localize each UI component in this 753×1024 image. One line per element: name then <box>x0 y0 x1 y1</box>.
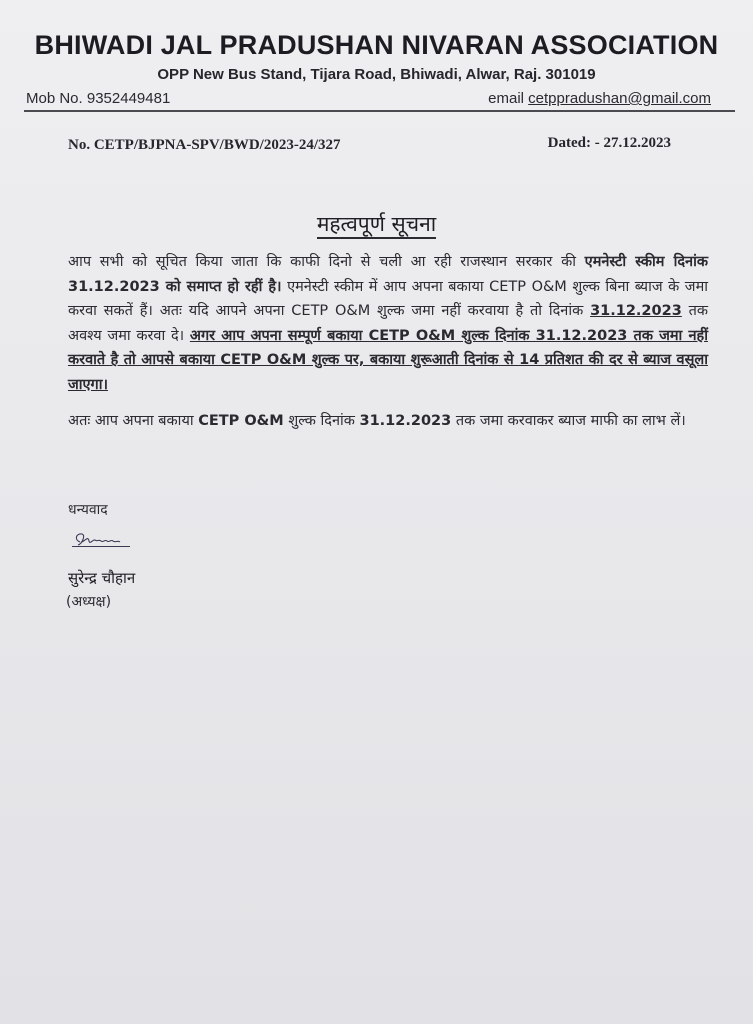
body-paragraph-1 <box>68 250 708 397</box>
handwritten-signature <box>70 530 132 550</box>
notice-body <box>68 250 708 434</box>
reference-number: No. CETP/BJPNA-SPV/BWD/2023-24/327 <box>68 137 341 153</box>
notice-subject-text: महत्वपूर्ण सूचना <box>317 212 436 239</box>
p2-text-a: अतः आप अपना बकाया <box>68 413 199 429</box>
notice-subject <box>0 210 753 238</box>
p1-text-d: 31.12.2023 <box>590 303 682 319</box>
p2-text-e: तक जमा करवाकर ब्याज माफी का लाभ लें। <box>451 413 686 429</box>
closing-thanks: धन्यवाद <box>68 502 108 518</box>
p1-text-b: एमनेस्टी स्कीम दिनांक 31.12.2023 को समाप्त हो रहीं है। <box>68 254 708 295</box>
organization-address: OPP New Bus Stand, Tijara Road, Bhiwadi, Alwar, Raj. 301019 <box>157 66 596 83</box>
email-label: email <box>488 90 529 107</box>
email-address: cetppradushan@gmail.com <box>528 90 711 107</box>
organization-name: BHIWADI JAL PRADUSHAN NIVARAN ASSOCIATION <box>34 30 719 60</box>
letter-date: Dated: - 27.12.2023 <box>547 135 671 151</box>
p1-text-c: एमनेस्टी स्कीम में आप अपना बकाया CETP O&M शुल्क बिना ब्याज के जमा करवा सकतें हैं। अतः यदि आपने अपना CETP O&M शुल्क जमा नहीं करवाया है तो दिनांक <box>68 278 708 319</box>
p2-text-b: CETP O&M <box>198 413 284 429</box>
signer-title: (अध्यक्ष) <box>66 594 112 610</box>
p1-text-e: तक अवश्य जमा करवा दे। <box>68 303 709 344</box>
p2-text-c: शुल्क दिनांक <box>283 413 360 429</box>
p1-text-a: आप सभी को सूचित किया जाता कि काफी दिनो से चली आ रही राजस्थान सरकार की <box>68 254 585 270</box>
mobile-number: Mob No. 9352449481 <box>26 90 171 107</box>
p1-text-f: अगर आप अपना सम्पूर्ण बकाया CETP O&M शुल्क दिनांक 31.12.2023 तक जमा नहीं करवाते है तो आपसे बकाया CETP O&M शुल्क पर, बकाया शुरूआती दिनांक से 14 प्रतिशत की दर से ब्याज वसूला जाएगा। <box>68 327 708 393</box>
body-paragraph-2 <box>68 409 708 434</box>
header-divider <box>24 110 735 112</box>
email-line <box>488 90 711 107</box>
signer-name: सुरेन्द्र चौहान <box>68 569 136 587</box>
p2-text-d: 31.12.2023 <box>359 413 452 429</box>
